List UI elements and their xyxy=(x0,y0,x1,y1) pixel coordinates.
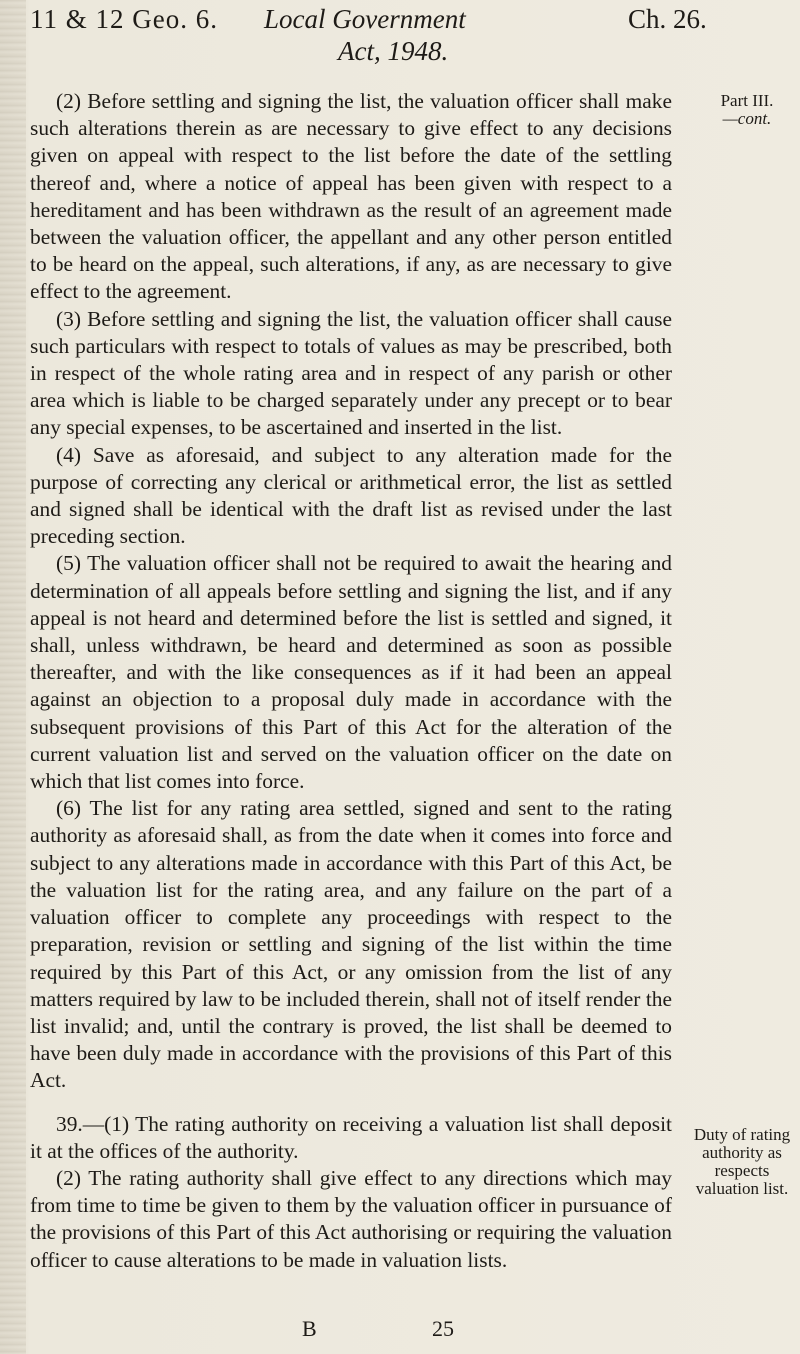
chapter-number: Ch. 26. xyxy=(628,4,707,34)
paragraph: (3) Before settling and signing the list, the valuation officer shall cause such particulars with respect to totals of values as may be prescribed, both in respect of the whole rating area and in respect of any parish or other area which is liable to be charged separately under any precept or to bear any special expenses, to be ascertained and inserted in the list. xyxy=(30,306,672,440)
signature-mark: B xyxy=(302,1316,317,1341)
paragraph: (6) The list for any rating area settled, signed and sent to the rating authority as aforesaid shall, as from the date when it comes into force and subject to any alterations made in accordance with this Part of this Act, be the valuation list for the rating area, and any failure on the part of a valuation officer to complete any proceedings with respect to the preparation, revision or settling and signing of the list within the time required by this Part of this Act, or any omission from the list of any matters required by law to be included therein, shall not of itself render the list invalid; and, until the contrary is proved, the list shall be deemed to have been duly made in accordance with the provisions of this Part of this Act. xyxy=(30,796,672,1093)
part-label: Part III. xyxy=(720,91,774,110)
act-title: Local Government xyxy=(264,4,466,34)
paragraph: (2) The rating authority shall give effect to any directions which may from time to time be given to them by the valuation officer in pursuance of the provisions of this Part of this Act authorising or requiring the valuation officer to cause alterations to be made in valuation lists. xyxy=(30,1165,672,1272)
paragraph: (2) Before settling and signing the list, the valuation officer shall make such alterations therein as are necessary to give effect to any decisions given on appeal with respect to the list before the date of the settling thereof and, where a notice of appeal has been given with respect to a hereditament and has been withdrawn as the result of an agreement made between the valuation officer, the appellant and any other person entitled to be heard on the appeal, such alterations, if any, as are necessary to give effect to the agreement. xyxy=(30,89,672,304)
paragraph: (4) Save as aforesaid, and subject to any alteration made for the purpose of correcting any clerical or arithmetical error, the list as settled and signed shall be identical with the draft list as revised under the last preceding section. xyxy=(30,442,672,549)
act-year: Act, 1948. xyxy=(338,36,449,66)
continued-label: —cont. xyxy=(722,109,772,128)
margin-note-section-39: Duty of rating authority as respects valuation list. xyxy=(693,1125,791,1198)
section-paragraph: 39.—(1) The rating authority on receiving a valuation list shall deposit it at the offices of the authority. xyxy=(30,1111,672,1163)
regnal-year: 11 & 12 Geo. 6. xyxy=(30,4,218,34)
margin-note-part xyxy=(694,92,800,128)
body-text xyxy=(30,88,672,1274)
paragraph: (5) The valuation officer shall not be required to await the hearing and determination of all appeals before settling and signing the list, and if any appeal is not heard and determined before the list is settled and signed, it shall, unless withdrawn, be heard and determined as soon as possible thereafter, and with the like consequences as if it had been an appeal against an objection to a proposal duly made in accordance with the subsequent provisions of this Part of this Act for the alteration of the current valuation list and served on the valuation officer on the date on which that list comes into force. xyxy=(30,551,672,794)
page-binding-edge xyxy=(0,0,26,1354)
page-number: 25 xyxy=(432,1316,454,1341)
